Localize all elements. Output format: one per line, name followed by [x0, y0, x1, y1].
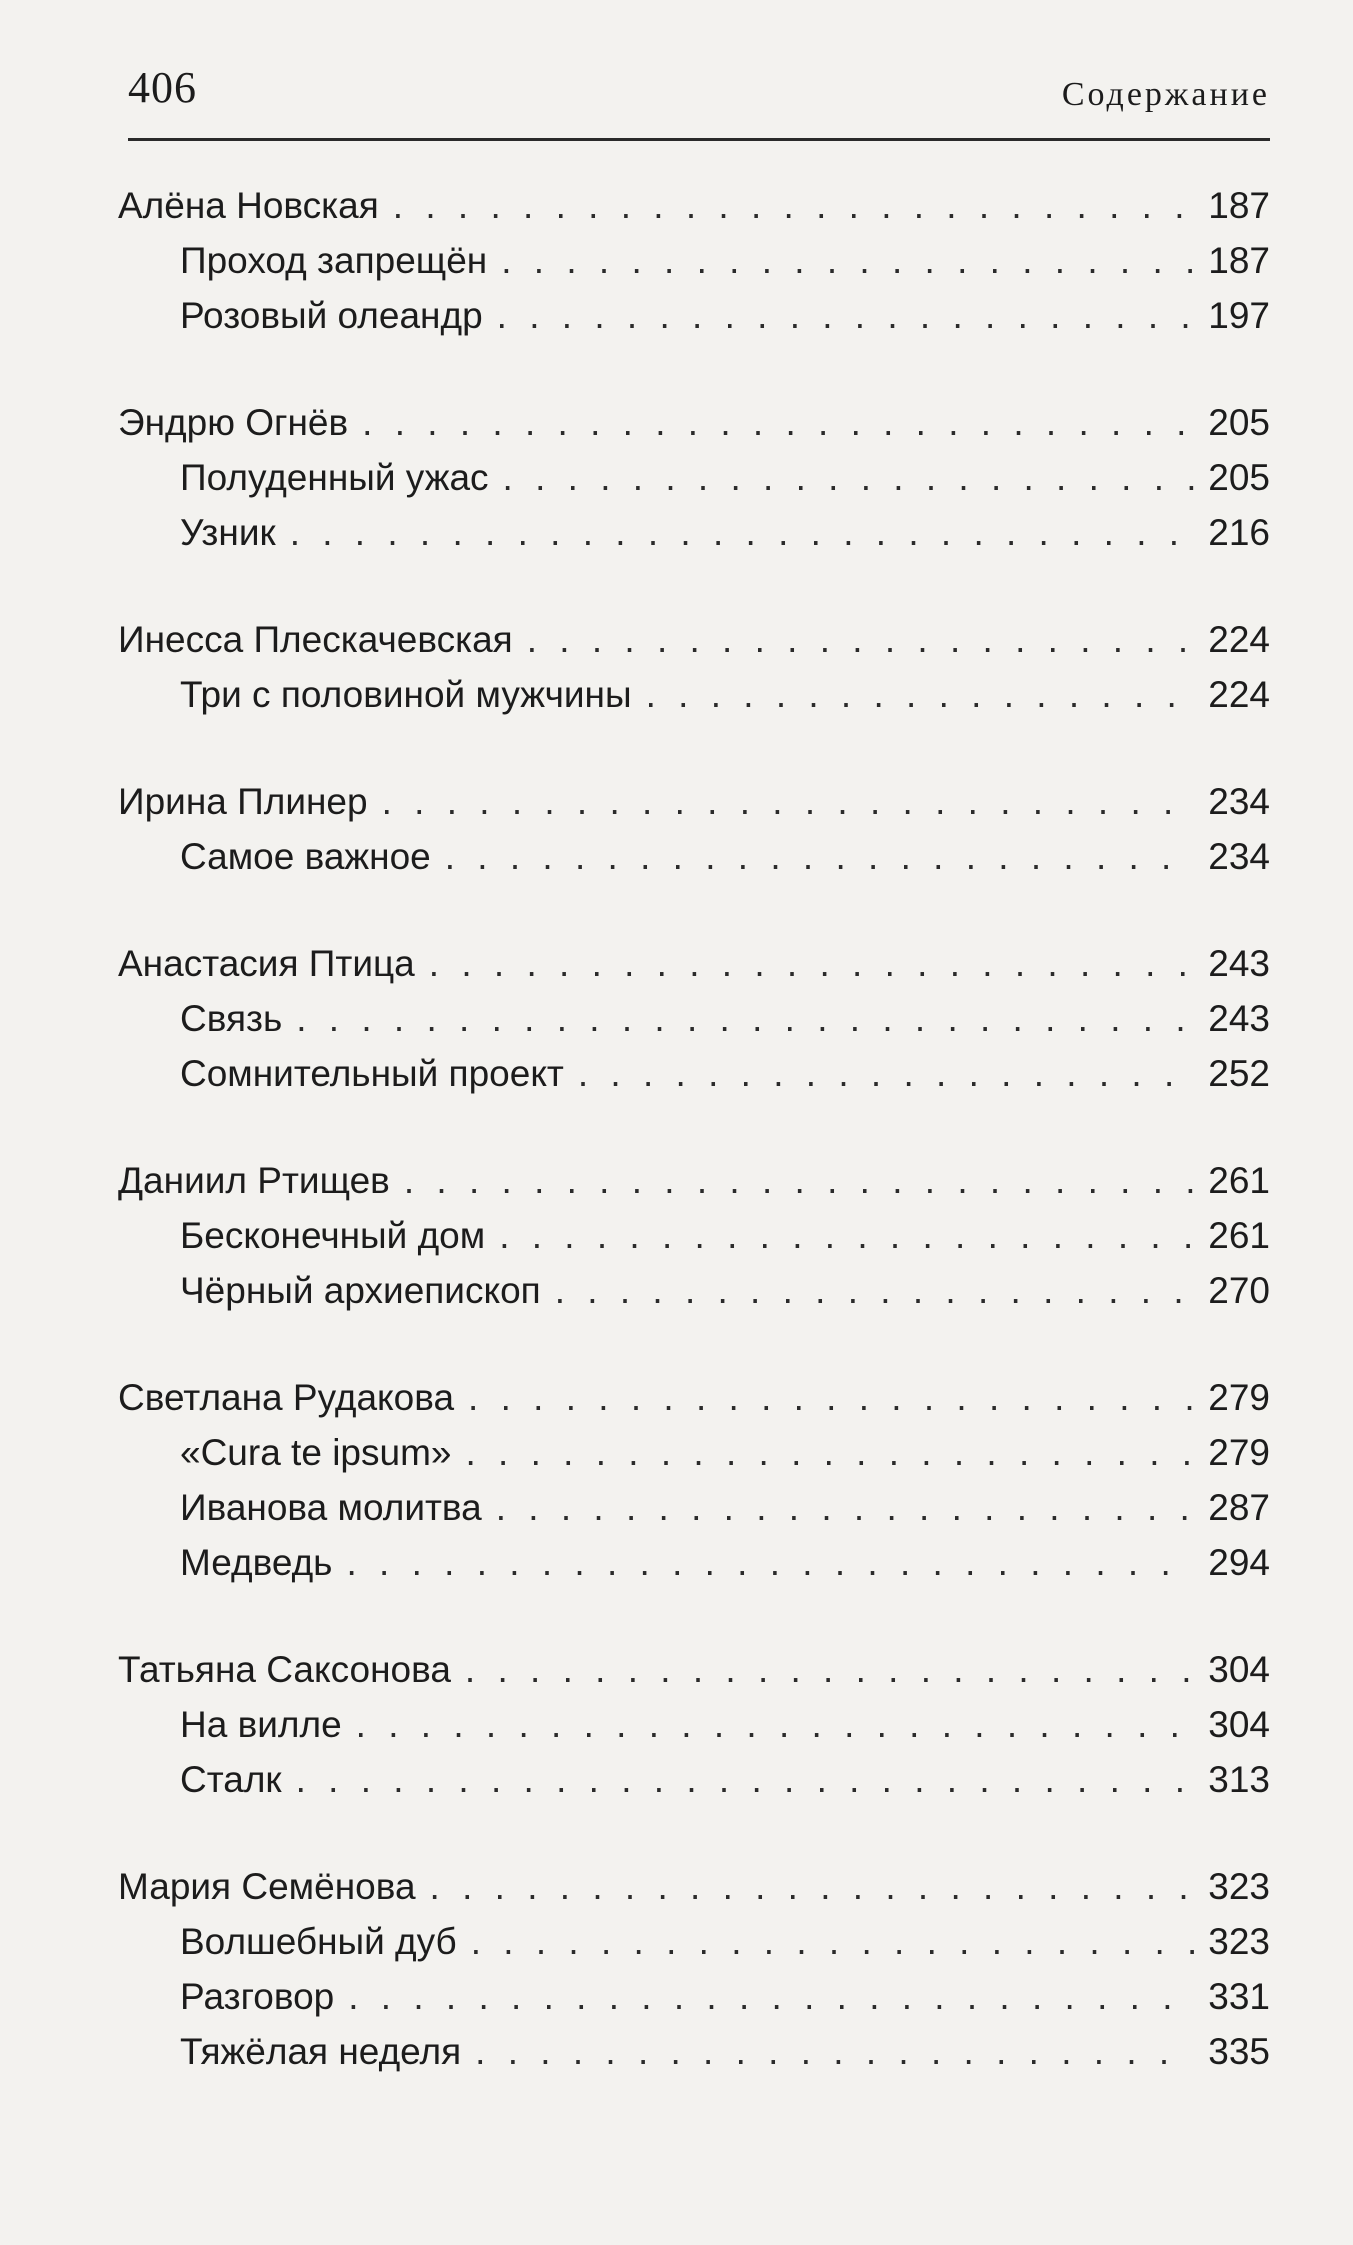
dot-leader: [527, 612, 1195, 667]
author-group: [118, 936, 1270, 1101]
toc-author-entry[interactable]: [118, 936, 1270, 991]
toc-story-entry-page-number: 243: [1208, 998, 1270, 1039]
toc-author-entry-title: Светлана Рудакова: [118, 1377, 455, 1418]
author-group: [118, 1370, 1270, 1590]
toc-author-entry-title: Мария Семёнова: [118, 1866, 416, 1907]
dot-leader: [362, 395, 1194, 450]
toc-story-entry-title: Чёрный архиепископ: [180, 1270, 541, 1311]
toc-story-entry[interactable]: [118, 1752, 1270, 1807]
dot-leader: [429, 936, 1195, 991]
toc-story-entry-title: Розовый олеандр: [180, 295, 483, 336]
table-of-contents: [118, 178, 1270, 2131]
toc-story-entry[interactable]: [118, 2024, 1270, 2079]
toc-story-entry[interactable]: [118, 1263, 1270, 1318]
toc-author-entry[interactable]: [118, 178, 1270, 233]
toc-author-entry[interactable]: [118, 1370, 1270, 1425]
toc-story-entry-page-number: 335: [1208, 2031, 1270, 2072]
toc-author-entry[interactable]: [118, 1153, 1270, 1208]
toc-story-entry-page-number: 205: [1208, 457, 1270, 498]
toc-story-entry-title: Проход запрещён: [180, 240, 488, 281]
toc-author-entry-title: Анастасия Птица: [118, 943, 415, 984]
dot-leader: [578, 1046, 1194, 1101]
toc-author-entry-page-number: 224: [1208, 619, 1270, 660]
toc-author-entry-title: Ирина Плинер: [118, 781, 368, 822]
dot-leader: [496, 1480, 1195, 1535]
toc-story-entry-title: Иванова молитва: [180, 1487, 482, 1528]
toc-author-entry-title: Инесса Плескачевская: [118, 619, 513, 660]
toc-story-entry[interactable]: [118, 1535, 1270, 1590]
toc-story-entry-title: Полуденный ужас: [180, 457, 489, 498]
toc-story-entry[interactable]: [118, 1697, 1270, 1752]
page-header: [128, 58, 1270, 141]
toc-story-entry[interactable]: [118, 667, 1270, 722]
toc-author-entry-title: Эндрю Огнёв: [118, 402, 349, 443]
toc-story-entry[interactable]: [118, 829, 1270, 884]
toc-author-entry-page-number: 261: [1208, 1160, 1270, 1201]
toc-story-entry-title: Волшебный дуб: [180, 1921, 457, 1962]
page-number: 406: [128, 63, 197, 112]
toc-story-entry[interactable]: [118, 505, 1270, 560]
dot-leader: [296, 1752, 1195, 1807]
toc-story-entry[interactable]: [118, 450, 1270, 505]
toc-author-entry[interactable]: [118, 612, 1270, 667]
dot-leader: [468, 1370, 1194, 1425]
toc-story-entry-page-number: 270: [1208, 1270, 1270, 1311]
toc-story-entry[interactable]: [118, 1425, 1270, 1480]
toc-story-entry[interactable]: [118, 233, 1270, 288]
toc-story-entry-page-number: 224: [1208, 674, 1270, 715]
dot-leader: [290, 505, 1195, 560]
author-group: [118, 1153, 1270, 1318]
toc-author-entry-title: Даниил Ртищев: [118, 1160, 390, 1201]
toc-author-entry-page-number: 243: [1208, 943, 1270, 984]
dot-leader: [499, 1208, 1194, 1263]
toc-story-entry-page-number: 313: [1208, 1759, 1270, 1800]
toc-author-entry-title: Алёна Новская: [118, 185, 379, 226]
toc-story-entry-page-number: 279: [1208, 1432, 1270, 1473]
toc-author-entry[interactable]: [118, 1642, 1270, 1697]
toc-story-entry-page-number: 187: [1208, 240, 1270, 281]
toc-story-entry-page-number: 287: [1208, 1487, 1270, 1528]
toc-author-entry-page-number: 304: [1208, 1649, 1270, 1690]
toc-story-entry-page-number: 331: [1208, 1976, 1270, 2017]
dot-leader: [382, 774, 1195, 829]
running-title: Содержание: [1061, 76, 1270, 113]
dot-leader: [356, 1697, 1195, 1752]
toc-story-entry-title: Разговор: [180, 1976, 335, 2017]
toc-story-entry-title: Медведь: [180, 1542, 333, 1583]
toc-story-entry-page-number: 252: [1208, 1053, 1270, 1094]
toc-story-entry-title: «Cura te ipsum»: [180, 1432, 452, 1473]
dot-leader: [393, 178, 1194, 233]
dot-leader: [348, 1969, 1194, 2024]
toc-author-entry-title: Татьяна Саксонова: [118, 1649, 451, 1690]
dot-leader: [404, 1153, 1194, 1208]
toc-author-entry[interactable]: [118, 395, 1270, 450]
dot-leader: [471, 1914, 1195, 1969]
toc-story-entry-page-number: 304: [1208, 1704, 1270, 1745]
dot-leader: [465, 1642, 1194, 1697]
toc-author-entry-page-number: 205: [1208, 402, 1270, 443]
dot-leader: [296, 991, 1194, 1046]
toc-story-entry-page-number: 197: [1208, 295, 1270, 336]
toc-story-entry-page-number: 234: [1208, 836, 1270, 877]
author-group: [118, 1859, 1270, 2079]
toc-story-entry-page-number: 323: [1208, 1921, 1270, 1962]
toc-story-entry-title: Три с половиной мужчины: [180, 674, 632, 715]
toc-author-entry-page-number: 187: [1208, 185, 1270, 226]
toc-author-entry[interactable]: [118, 1859, 1270, 1914]
toc-story-entry[interactable]: [118, 1914, 1270, 1969]
dot-leader: [501, 233, 1194, 288]
toc-author-entry-page-number: 323: [1208, 1866, 1270, 1907]
author-group: [118, 178, 1270, 343]
dot-leader: [497, 288, 1195, 343]
dot-leader: [475, 2024, 1194, 2079]
toc-story-entry-page-number: 294: [1208, 1542, 1270, 1583]
dot-leader: [430, 1859, 1195, 1914]
author-group: [118, 395, 1270, 560]
dot-leader: [465, 1425, 1194, 1480]
toc-story-entry-title: На вилле: [180, 1704, 342, 1745]
toc-story-entry[interactable]: [118, 288, 1270, 343]
toc-author-entry[interactable]: [118, 774, 1270, 829]
toc-story-entry-page-number: 216: [1208, 512, 1270, 553]
toc-story-entry-title: Бесконечный дом: [180, 1215, 486, 1256]
dot-leader: [646, 667, 1195, 722]
toc-story-entry-title: Узник: [180, 512, 276, 553]
author-group: [118, 1642, 1270, 1807]
toc-story-entry-title: Тяжёлая неделя: [180, 2031, 462, 2072]
toc-story-entry-title: Связь: [180, 998, 283, 1039]
dot-leader: [346, 1535, 1194, 1590]
toc-story-entry-title: Сомнительный проект: [180, 1053, 564, 1094]
toc-story-entry-title: Сталк: [180, 1759, 282, 1800]
toc-story-entry-title: Самое важное: [180, 836, 431, 877]
dot-leader: [503, 450, 1195, 505]
toc-story-entry[interactable]: [118, 1046, 1270, 1101]
author-group: [118, 612, 1270, 722]
toc-story-entry[interactable]: [118, 1208, 1270, 1263]
toc-author-entry-page-number: 279: [1208, 1377, 1270, 1418]
dot-leader: [555, 1263, 1195, 1318]
toc-story-entry[interactable]: [118, 991, 1270, 1046]
author-group: [118, 774, 1270, 884]
toc-story-entry[interactable]: [118, 1969, 1270, 2024]
toc-story-entry-page-number: 261: [1208, 1215, 1270, 1256]
toc-story-entry[interactable]: [118, 1480, 1270, 1535]
dot-leader: [445, 829, 1195, 884]
toc-author-entry-page-number: 234: [1208, 781, 1270, 822]
